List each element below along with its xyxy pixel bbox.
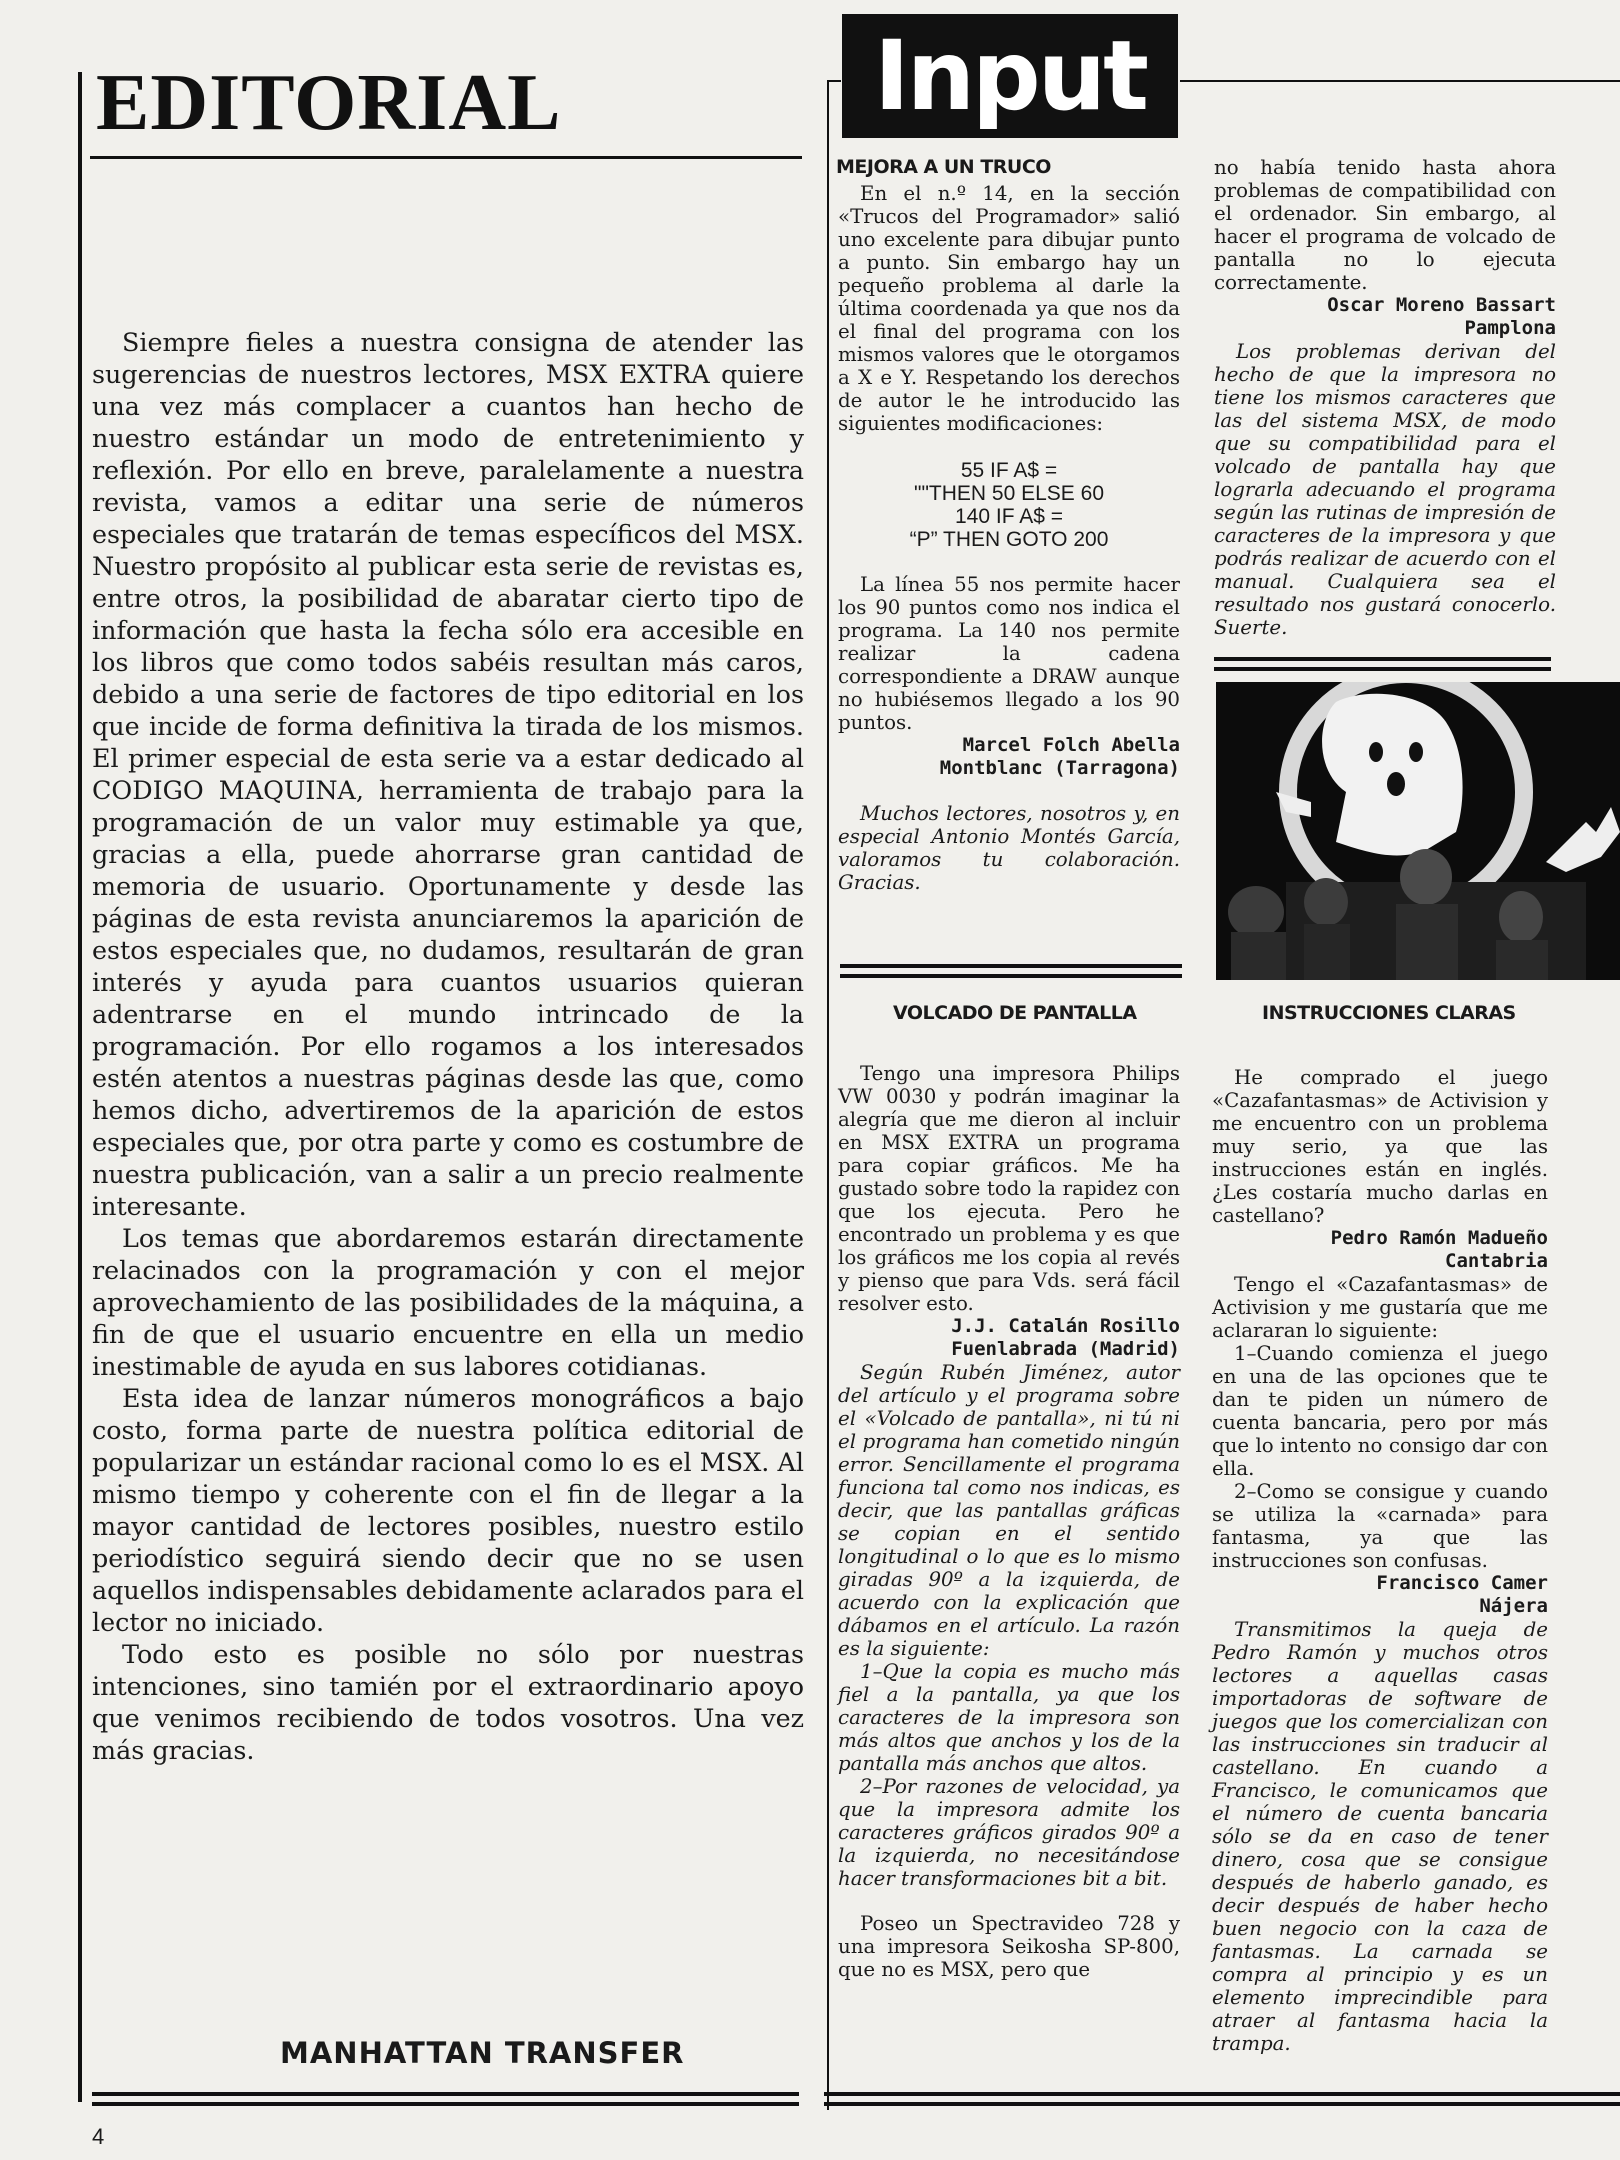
code-listing bbox=[838, 459, 1180, 551]
section-divider bbox=[1214, 657, 1551, 671]
page-number: 4 bbox=[92, 2124, 105, 2149]
editor-reply: Transmitimos la queja de Pedro Ramón y muchos otros lectores a aquellas casas importadoras de software de juegos que los comercializan con las instrucciones sin traducir al castellano. En cuando a Francisco, le comunicamos que el número de cuenta bancaria sólo se da en caso de tener dinero, cosa que se consigue después de haberlo ganado, es decir después de haber hecho buen negocio con la caza de fantasmas. La carnada se compra al principio y es un elemento imprecindible para atraer al fantasma hacia la trampa. bbox=[1212, 1618, 1548, 2055]
letter-volcado bbox=[838, 1062, 1180, 1981]
letter-author: Francisco Camer bbox=[1376, 1572, 1548, 1594]
code-line: 140 IF A$ = bbox=[955, 505, 1063, 528]
letter-text: He comprado el juego «Cazafantasmas» de Activision y me encuentro con un problema muy serio, ya que las instrucciones están en inglés. ¿Les costaría mucho darlas en castellano? bbox=[1212, 1066, 1548, 1227]
input-section-logo: Input bbox=[842, 14, 1178, 138]
letter-location: Pamplona bbox=[1464, 317, 1556, 339]
editorial-body bbox=[92, 326, 804, 1766]
editorial-paragraph: Todo esto es posible no sólo por nuestras intenciones, sino tamién por el extraordinario apoyo que venimos recibiendo de todos vosotros. Una vez más gracias. bbox=[92, 1639, 804, 1765]
letter-text: La línea 55 nos permite hacer los 90 puntos como nos indica el programa. La 140 nos permite realizar la cadena correspondiente a DRAW aunque no hubiésemos llegado a los 90 puntos. bbox=[838, 573, 1180, 734]
section-divider bbox=[840, 964, 1182, 978]
editorial-paragraph: Siempre fieles a nuestra consigna de atender las sugerencias de nuestros lectores, MSX EXTRA quiere una vez más complacer a cuantos han hecho de nuestro estándar un modo de entretenimiento y reflexión. Por ello en breve, paralelamente a nuestra revista, vamos a editar una serie de números especiales que tratarán de temas específicos del MSX. Nuestro propósito al publicar esta serie de revistas es, entre otros, la posibilidad de abaratar cierto tipo de información que hasta la fecha sólo era accesible en los libros que como todos sabéis resultan más caros, debido a una serie de factores de tipo editorial en los que incide de forma definitiva la tirada de los mismos. El primer especial de esta serie va a estar dedicado al CODIGO MAQUINA, herramienta de trabajo para la programación de un valor muy estimable ya que, gracias a ella, puede ahorrarse gran cantidad de memoria de usuario. Oportunamente y desde las páginas de esta revista anunciaremos la aparición de estos especiales que, no dudamos, resultarán de gran interés y ayuda para cuantos usuarios quieran adentrarse en el mundo intrincado de la programación. Por ello rogamos a los interesados estén atentos a nuestras páginas desde las que, como hemos dicho, advertiremos de la aparición de estos especiales que, por otra parte y como es costumbre de nuestra publicación, van a salir a un precio realmente interesante. bbox=[92, 327, 804, 1221]
letter-mejora bbox=[838, 182, 1180, 894]
input-left-rule bbox=[827, 80, 829, 2110]
letter-compat bbox=[1214, 156, 1556, 639]
letter-location: Cantabria bbox=[1445, 1250, 1548, 1272]
heading-mejora: MEJORA A UN TRUCO bbox=[836, 156, 1051, 178]
letter-text: no había tenido hasta ahora problemas de compatibilidad con el ordenador. Sin embargo, al hacer el programa de volcado de pantalla no lo ejecuta correctamente. bbox=[1214, 156, 1556, 294]
editorial-title-rule bbox=[90, 156, 802, 159]
editor-reply: Los problemas derivan del hecho de que la impresora no tiene los mismos caracteres que las del sistema MSX, de modo que su compatibilidad para el volcado de pantalla hay que lograrla adecuando el programa según las rutinas de impresión de caracteres de la impresora y que podrás realizar de acuerdo con el manual. Cualquiera sea el resultado nos gustará conocerlo. Suerte. bbox=[1214, 340, 1556, 639]
letter-text: 1–Cuando comienza el juego en una de las opciones que te dan te piden un número de cuenta bancaria, pero por más que lo intento no consigo dar con ella. bbox=[1212, 1342, 1548, 1480]
code-line: “P” THEN GOTO 200 bbox=[909, 528, 1109, 551]
letter-text: Poseo un Spectravideo 728 y una impresora Seikosha SP-800, que no es MSX, pero que bbox=[838, 1912, 1180, 1981]
letter-text: 2–Como se consigue y cuando se utiliza la «carnada» para fantasma, ya que las instrucciones son confusas. bbox=[1212, 1480, 1548, 1572]
letter-author: Pedro Ramón Madueño bbox=[1330, 1227, 1548, 1249]
heading-volcado: VOLCADO DE PANTALLA bbox=[893, 1002, 1137, 1024]
ghostbusters-photo bbox=[1216, 682, 1620, 980]
letter-author: J.J. Catalán Rosillo bbox=[951, 1315, 1180, 1337]
editor-reply: 1–Que la copia es mucho más fiel a la pantalla, ya que los caracteres de la impresora son más altos que anchos y los de la pantalla más anchos que altos. bbox=[838, 1660, 1180, 1775]
editorial-signature: MANHATTAN TRANSFER bbox=[280, 2036, 685, 2070]
letter-location: Nájera bbox=[1479, 1595, 1548, 1617]
input-left-rule-cap bbox=[827, 80, 841, 82]
ghostbusters-photo-drawing bbox=[1216, 682, 1620, 980]
letter-location: Fuenlabrada (Madrid) bbox=[951, 1338, 1180, 1360]
letter-author: Marcel Folch Abella bbox=[962, 734, 1180, 756]
editorial-left-rule bbox=[78, 72, 82, 2102]
input-top-rule bbox=[1180, 80, 1620, 82]
letter-location: Montblanc (Tarragona) bbox=[939, 757, 1180, 779]
editor-reply: Según Rubén Jiménez, autor del artículo y el programa sobre el «Volcado de pantalla», ni tú ni el programa han cometido ningún error. Sencillamente el programa funciona tal como nos indicas, es decir, que las pantallas gráficas se copian en el sentido longitudinal o lo que es lo mismo giradas 90º a la izquierda, de acuerdo con la explicación que dábamos en el artículo. La razón es la siguiente: bbox=[838, 1361, 1180, 1660]
heading-instrucciones: INSTRUCCIONES CLARAS bbox=[1262, 1002, 1516, 1024]
input-bottom-rule bbox=[824, 2092, 1620, 2106]
code-line: 55 IF A$ = bbox=[960, 459, 1058, 482]
editorial-paragraph: Esta idea de lanzar números monográficos a bajo costo, forma parte de nuestra política editorial de popularizar un estándar racional como lo es el MSX. Al mismo tiempo y coherente con el fin de llegar a la mayor cantidad de lectores posibles, nuestro estilo periodístico seguirá siendo decir que no se usen aquellos indispensables debidamente aclarados para el lector no iniciado. bbox=[92, 1383, 804, 1637]
letter-author: Oscar Moreno Bassart bbox=[1327, 294, 1556, 316]
letter-text: Tengo el «Cazafantasmas» de Activision y me gustaría que me aclararan lo siguiente: bbox=[1212, 1273, 1548, 1342]
editorial-bottom-rule bbox=[92, 2092, 799, 2106]
letter-text: En el n.º 14, en la sección «Trucos del Programador» salió uno excelente para dibujar punto a punto. Sin embargo hay un pequeño problema al darle la última coordenada ya que nos da el final del programa con los mismos valores que le otorgamos a X e Y. Respetando los derechos de autor le he introducido las siguientes modificaciones: bbox=[838, 182, 1180, 435]
editor-reply: Muchos lectores, nosotros y, en especial Antonio Montés García, valoramos tu colaboración. Gracias. bbox=[838, 802, 1180, 894]
editorial-paragraph: Los temas que abordaremos estarán directamente relacinados con la programación y con el mejor aprovechamiento de las posibilidades de la máquina, a fin de que el usuario encuentre en ella un medio inestimable de ayuda en sus labores cotidianas. bbox=[92, 1223, 804, 1381]
letter-instrucciones bbox=[1212, 1066, 1548, 2055]
letter-text: Tengo una impresora Philips VW 0030 y podrán imaginar la alegría que me dieron al incluir en MSX EXTRA un programa para copiar gráficos. Me ha gustado sobre todo la rapidez con que los ejecuta. Pero he encontrado un problema y es que los gráficos me los copia al revés y pienso que para Vds. será fácil resolver esto. bbox=[838, 1062, 1180, 1315]
editor-reply: 2–Por razones de velocidad, ya que la impresora admite los caracteres gráficos girados 90º a la izquierda, no necesitándose hacer transformaciones bit a bit. bbox=[838, 1775, 1180, 1890]
code-line: ""THEN 50 ELSE 60 bbox=[914, 482, 1104, 505]
editorial-title: EDITORIAL bbox=[96, 59, 562, 147]
